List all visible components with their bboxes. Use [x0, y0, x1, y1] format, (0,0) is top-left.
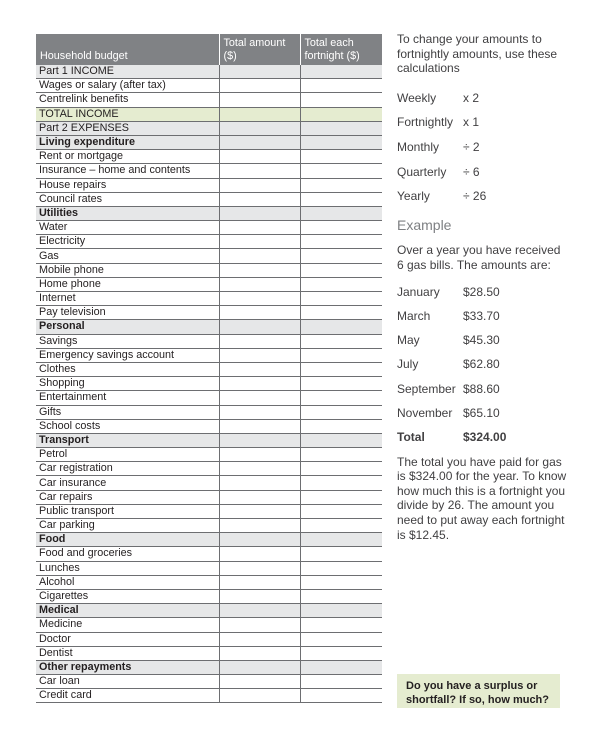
bill-row — [397, 309, 567, 333]
fortnight-amount-cell[interactable] — [300, 150, 382, 164]
total-amount-cell[interactable] — [219, 476, 300, 490]
bill-amount: $28.50 — [463, 284, 500, 299]
bill-row — [397, 357, 567, 381]
table-row — [36, 632, 382, 646]
fortnight-amount-cell[interactable] — [300, 419, 382, 433]
total-amount-cell[interactable] — [219, 334, 300, 348]
row-label: Entertainment — [36, 391, 219, 405]
fortnight-amount-cell[interactable] — [300, 79, 382, 93]
fortnight-amount-cell[interactable] — [300, 249, 382, 263]
fortnight-amount-cell[interactable] — [300, 604, 382, 618]
fortnight-amount-cell[interactable] — [300, 348, 382, 362]
fortnight-amount-cell[interactable] — [300, 618, 382, 632]
row-label: Doctor — [36, 632, 219, 646]
table-row — [36, 646, 382, 660]
table-row — [36, 277, 382, 291]
table-row — [36, 192, 382, 206]
header-household-budget: Household budget — [36, 34, 219, 65]
surplus-callout: Do you have a surplus or shortfall? If so, how much? — [397, 674, 560, 708]
fortnight-amount-cell[interactable] — [300, 277, 382, 291]
table-row — [36, 150, 382, 164]
section-row — [36, 65, 382, 79]
calculation-period: Fortnightly — [397, 115, 454, 130]
calculation-intro: To change your amounts to fortnightly amounts, use these calculations — [397, 32, 558, 76]
table-row — [36, 519, 382, 533]
row-label: Pay television — [36, 306, 219, 320]
household-budget-table — [36, 34, 382, 703]
total-amount-cell[interactable] — [219, 604, 300, 618]
fortnight-amount-cell[interactable] — [300, 504, 382, 518]
fortnight-amount-cell[interactable] — [300, 164, 382, 178]
total-amount-cell[interactable] — [219, 504, 300, 518]
fortnight-amount-cell[interactable] — [300, 320, 382, 334]
section-row — [36, 320, 382, 334]
total-amount-cell[interactable] — [219, 348, 300, 362]
table-row — [36, 391, 382, 405]
fortnight-amount-cell[interactable] — [300, 561, 382, 575]
header-total-each-fortnight: Total each fortnight ($) — [300, 34, 382, 65]
fortnight-amount-cell[interactable] — [300, 107, 382, 121]
total-amount-cell[interactable] — [219, 306, 300, 320]
fortnight-amount-cell[interactable] — [300, 334, 382, 348]
row-label: School costs — [36, 419, 219, 433]
fortnight-amount-cell[interactable] — [300, 377, 382, 391]
fortnight-amount-cell[interactable] — [300, 519, 382, 533]
row-label: Wages or salary (after tax) — [36, 79, 219, 93]
total-amount-cell[interactable] — [219, 292, 300, 306]
bill-amount: $88.60 — [463, 381, 500, 396]
row-label: Water — [36, 221, 219, 235]
fortnight-amount-cell[interactable] — [300, 476, 382, 490]
total-amount-cell[interactable] — [219, 689, 300, 703]
total-amount-cell[interactable] — [219, 79, 300, 93]
fortnight-amount-cell[interactable] — [300, 192, 382, 206]
bill-month: September — [397, 381, 456, 396]
calculation-period: Weekly — [397, 90, 437, 105]
total-amount-cell[interactable] — [219, 263, 300, 277]
row-label: Utilities — [36, 206, 219, 220]
fortnight-amount-cell[interactable] — [300, 135, 382, 149]
calculation-row — [397, 189, 567, 214]
row-label: Other repayments — [36, 660, 219, 674]
fortnight-amount-cell[interactable] — [300, 589, 382, 603]
row-label: Car loan — [36, 675, 219, 689]
row-label: Internet — [36, 292, 219, 306]
table-row — [36, 476, 382, 490]
example-explanation: The total you have paid for gas is $324.00 for the year. To know how much this is a fortnight you divide by 26. The amount you need to put away each fortnight is $12.45. — [397, 454, 567, 542]
total-amount-cell[interactable] — [219, 150, 300, 164]
table-row — [36, 348, 382, 362]
total-amount-cell[interactable] — [219, 277, 300, 291]
table-row — [36, 178, 382, 192]
bill-month: May — [397, 333, 420, 348]
table-row — [36, 462, 382, 476]
fortnight-amount-cell[interactable] — [300, 235, 382, 249]
total-amount-cell[interactable] — [219, 192, 300, 206]
total-amount-cell[interactable] — [219, 419, 300, 433]
row-label: Mobile phone — [36, 263, 219, 277]
bill-total-label: Total — [397, 430, 425, 445]
total-amount-cell[interactable] — [219, 533, 300, 547]
row-label: Car repairs — [36, 490, 219, 504]
row-label: Gas — [36, 249, 219, 263]
bill-amount: $45.30 — [463, 333, 500, 348]
example-heading: Example — [397, 216, 452, 233]
fortnight-amount-cell[interactable] — [300, 533, 382, 547]
table-row — [36, 221, 382, 235]
table-row — [36, 689, 382, 703]
total-amount-cell[interactable] — [219, 206, 300, 220]
row-label: House repairs — [36, 178, 219, 192]
total-amount-cell[interactable] — [219, 391, 300, 405]
table-row — [36, 93, 382, 107]
row-label: Emergency savings account — [36, 348, 219, 362]
bill-month: November — [397, 406, 453, 421]
fortnight-amount-cell[interactable] — [300, 448, 382, 462]
bill-amount: $62.80 — [463, 357, 500, 372]
row-label: TOTAL INCOME — [36, 107, 219, 121]
bill-row — [397, 285, 567, 309]
fortnight-amount-cell[interactable] — [300, 65, 382, 79]
row-label: Credit card — [36, 689, 219, 703]
table-row — [36, 589, 382, 603]
table-row — [36, 79, 382, 93]
row-label: Alcohol — [36, 575, 219, 589]
table-row — [36, 547, 382, 561]
fortnight-amount-cell[interactable] — [300, 263, 382, 277]
total-amount-cell[interactable] — [219, 462, 300, 476]
row-label: Dentist — [36, 646, 219, 660]
total-row — [36, 107, 382, 121]
total-amount-cell[interactable] — [219, 660, 300, 674]
calculation-sidebar — [397, 32, 567, 542]
row-label: Food and groceries — [36, 547, 219, 561]
fortnight-amount-cell[interactable] — [300, 675, 382, 689]
total-amount-cell[interactable] — [219, 405, 300, 419]
row-label: Car insurance — [36, 476, 219, 490]
section-row — [36, 604, 382, 618]
row-label: Medical — [36, 604, 219, 618]
calculation-period: Monthly — [397, 139, 440, 154]
total-amount-cell[interactable] — [219, 618, 300, 632]
total-amount-cell[interactable] — [219, 547, 300, 561]
row-label: Public transport — [36, 504, 219, 518]
row-label: Electricity — [36, 235, 219, 249]
total-amount-cell[interactable] — [219, 575, 300, 589]
total-amount-cell[interactable] — [219, 632, 300, 646]
row-label: Transport — [36, 433, 219, 447]
total-amount-cell[interactable] — [219, 561, 300, 575]
table-header-row — [36, 34, 382, 65]
fortnight-amount-cell[interactable] — [300, 206, 382, 220]
total-amount-cell[interactable] — [219, 448, 300, 462]
table-row — [36, 504, 382, 518]
row-label: Personal — [36, 320, 219, 334]
fortnight-amount-cell[interactable] — [300, 660, 382, 674]
table-row — [36, 263, 382, 277]
section-row — [36, 121, 382, 135]
table-row — [36, 575, 382, 589]
row-label: Home phone — [36, 277, 219, 291]
total-amount-cell[interactable] — [219, 362, 300, 376]
calculation-operation: x 1 — [463, 115, 480, 130]
total-amount-cell[interactable] — [219, 107, 300, 121]
total-amount-cell[interactable] — [219, 377, 300, 391]
bill-total-row — [397, 430, 567, 454]
table-row — [36, 377, 382, 391]
section-row — [36, 433, 382, 447]
calculation-row — [397, 91, 567, 116]
row-label: Car parking — [36, 519, 219, 533]
row-label: Clothes — [36, 362, 219, 376]
table-row — [36, 334, 382, 348]
fortnight-amount-cell[interactable] — [300, 391, 382, 405]
row-label: Petrol — [36, 448, 219, 462]
total-amount-cell[interactable] — [219, 320, 300, 334]
fortnight-amount-cell[interactable] — [300, 632, 382, 646]
table-row — [36, 448, 382, 462]
fortnight-amount-cell[interactable] — [300, 178, 382, 192]
row-label: Cigarettes — [36, 589, 219, 603]
fortnight-amount-cell[interactable] — [300, 646, 382, 660]
row-label: Insurance – home and contents — [36, 164, 219, 178]
section-row — [36, 135, 382, 149]
row-label: Food — [36, 533, 219, 547]
bill-month: March — [397, 308, 431, 323]
calculation-row — [397, 165, 567, 190]
header-total-amount: Total amount ($) — [219, 34, 300, 65]
total-amount-cell[interactable] — [219, 135, 300, 149]
total-amount-cell[interactable] — [219, 519, 300, 533]
bill-month: July — [397, 357, 419, 372]
bill-amount: $65.10 — [463, 406, 500, 421]
total-amount-cell[interactable] — [219, 121, 300, 135]
table-row — [36, 306, 382, 320]
bill-amount: $33.70 — [463, 308, 500, 323]
fortnight-amount-cell[interactable] — [300, 689, 382, 703]
table-row — [36, 249, 382, 263]
calculation-operation: ÷ 26 — [463, 189, 487, 204]
calculation-row — [397, 115, 567, 140]
calculation-period: Yearly — [397, 189, 430, 204]
gas-bill-list — [397, 285, 567, 431]
total-amount-cell[interactable] — [219, 675, 300, 689]
table-row — [36, 405, 382, 419]
fortnight-amount-cell[interactable] — [300, 462, 382, 476]
table-row — [36, 164, 382, 178]
bill-row — [397, 333, 567, 357]
total-amount-cell[interactable] — [219, 93, 300, 107]
fortnight-amount-cell[interactable] — [300, 490, 382, 504]
budget-rows — [36, 65, 382, 703]
fortnight-amount-cell[interactable] — [300, 362, 382, 376]
total-amount-cell[interactable] — [219, 249, 300, 263]
row-label: Lunches — [36, 561, 219, 575]
calculation-operation: x 2 — [463, 90, 480, 105]
fortnight-amount-cell[interactable] — [300, 405, 382, 419]
row-label: Savings — [36, 334, 219, 348]
total-amount-cell[interactable] — [219, 221, 300, 235]
table-row — [36, 675, 382, 689]
row-label: Gifts — [36, 405, 219, 419]
total-amount-cell[interactable] — [219, 164, 300, 178]
row-label: Car registration — [36, 462, 219, 476]
table-row — [36, 362, 382, 376]
fortnight-amount-cell[interactable] — [300, 547, 382, 561]
table-row — [36, 235, 382, 249]
bill-row — [397, 406, 567, 430]
table-row — [36, 419, 382, 433]
fortnight-amount-cell[interactable] — [300, 292, 382, 306]
row-label: Rent or mortgage — [36, 150, 219, 164]
total-amount-cell[interactable] — [219, 646, 300, 660]
section-row — [36, 533, 382, 547]
example-intro: Over a year you have received 6 gas bills. The amounts are: — [397, 243, 561, 272]
calculation-operation: ÷ 2 — [463, 139, 480, 154]
fortnight-amount-cell[interactable] — [300, 433, 382, 447]
total-amount-cell[interactable] — [219, 490, 300, 504]
table-row — [36, 561, 382, 575]
fortnight-amount-cell[interactable] — [300, 575, 382, 589]
total-amount-cell[interactable] — [219, 65, 300, 79]
table-row — [36, 618, 382, 632]
row-label: Centrelink benefits — [36, 93, 219, 107]
table-row — [36, 292, 382, 306]
section-row — [36, 660, 382, 674]
fortnight-amount-cell[interactable] — [300, 221, 382, 235]
calculation-row — [397, 140, 567, 165]
row-label: Living expenditure — [36, 135, 219, 149]
bill-month: January — [397, 284, 440, 299]
section-row — [36, 206, 382, 220]
bill-row — [397, 382, 567, 406]
row-label: Council rates — [36, 192, 219, 206]
calculation-list — [397, 91, 567, 214]
row-label: Part 1 INCOME — [36, 65, 219, 79]
row-label: Shopping — [36, 377, 219, 391]
bill-total-amount: $324.00 — [463, 430, 507, 445]
total-amount-cell[interactable] — [219, 589, 300, 603]
table-row — [36, 490, 382, 504]
fortnight-amount-cell[interactable] — [300, 121, 382, 135]
fortnight-amount-cell[interactable] — [300, 93, 382, 107]
total-amount-cell[interactable] — [219, 178, 300, 192]
row-label: Part 2 EXPENSES — [36, 121, 219, 135]
total-amount-cell[interactable] — [219, 433, 300, 447]
calculation-period: Quarterly — [397, 164, 447, 179]
row-label: Medicine — [36, 618, 219, 632]
fortnight-amount-cell[interactable] — [300, 306, 382, 320]
total-amount-cell[interactable] — [219, 235, 300, 249]
calculation-operation: ÷ 6 — [463, 164, 480, 179]
